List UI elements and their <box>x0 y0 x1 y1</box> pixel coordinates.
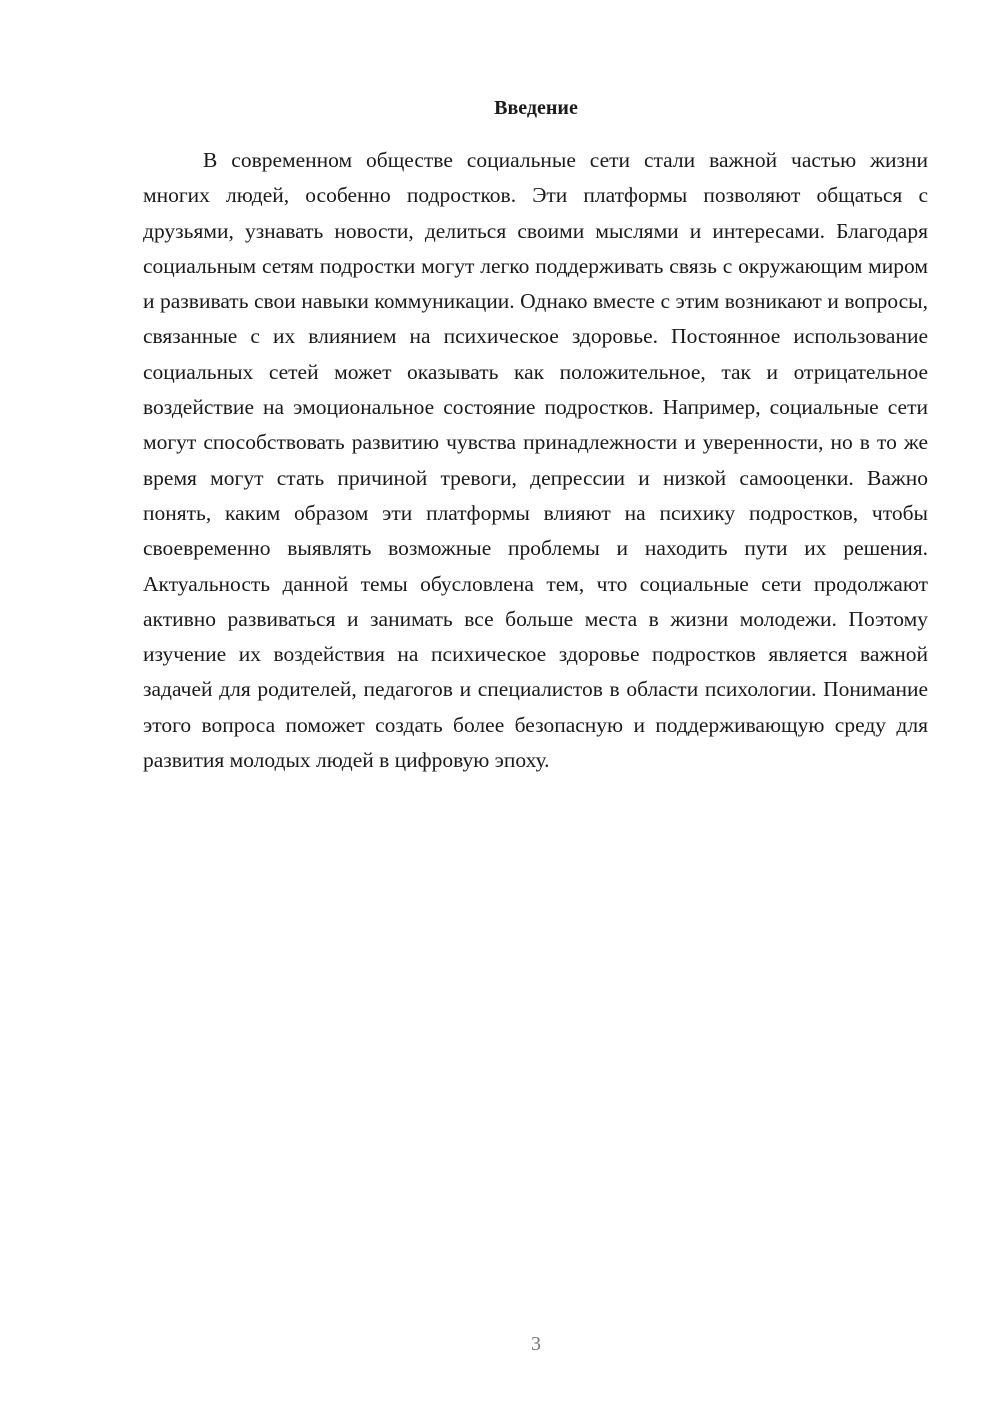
section-heading: Введение <box>494 97 578 119</box>
page-number: 3 <box>531 1333 541 1355</box>
body-paragraph: В современном обществе социальные сети стали важной частью жизни многих людей, особенно подростков. Эти платформы позволяют общаться с друзьями, узнавать новости, делиться своими мыслями и интересами. Благодаря социальным сетям подростки могут легко поддерживать связь с окружающим миром и развивать свои навыки коммуникации. Однако вместе с этим возникают и вопросы, связанные с их влиянием на психическое здоровье. Постоянное использование социальных сетей может оказывать как положительное, так и отрицательное воздействие на эмоциональное состояние подростков. Например, социальные сети могут способствовать развитию чувства принадлежности и уверенности, но в то же время могут стать причиной тревоги, депрессии и низкой самооценки. Важно понять, каким образом эти платформы влияют на психику подростков, чтобы своевременно выявлять возможные проблемы и находить пути их решения. Актуальность данной темы обусловлена тем, что социальные сети продолжают активно развиваться и занимать все больше места в жизни молодежи. Поэтому изучение их воздействия на психическое здоровье подростков является важной задачей для родителей, педагогов и специалистов в области психологии. Понимание этого вопроса поможет создать более безопасную и поддерживающую среду для развития молодых людей в цифровую эпоху. <box>143 148 928 773</box>
